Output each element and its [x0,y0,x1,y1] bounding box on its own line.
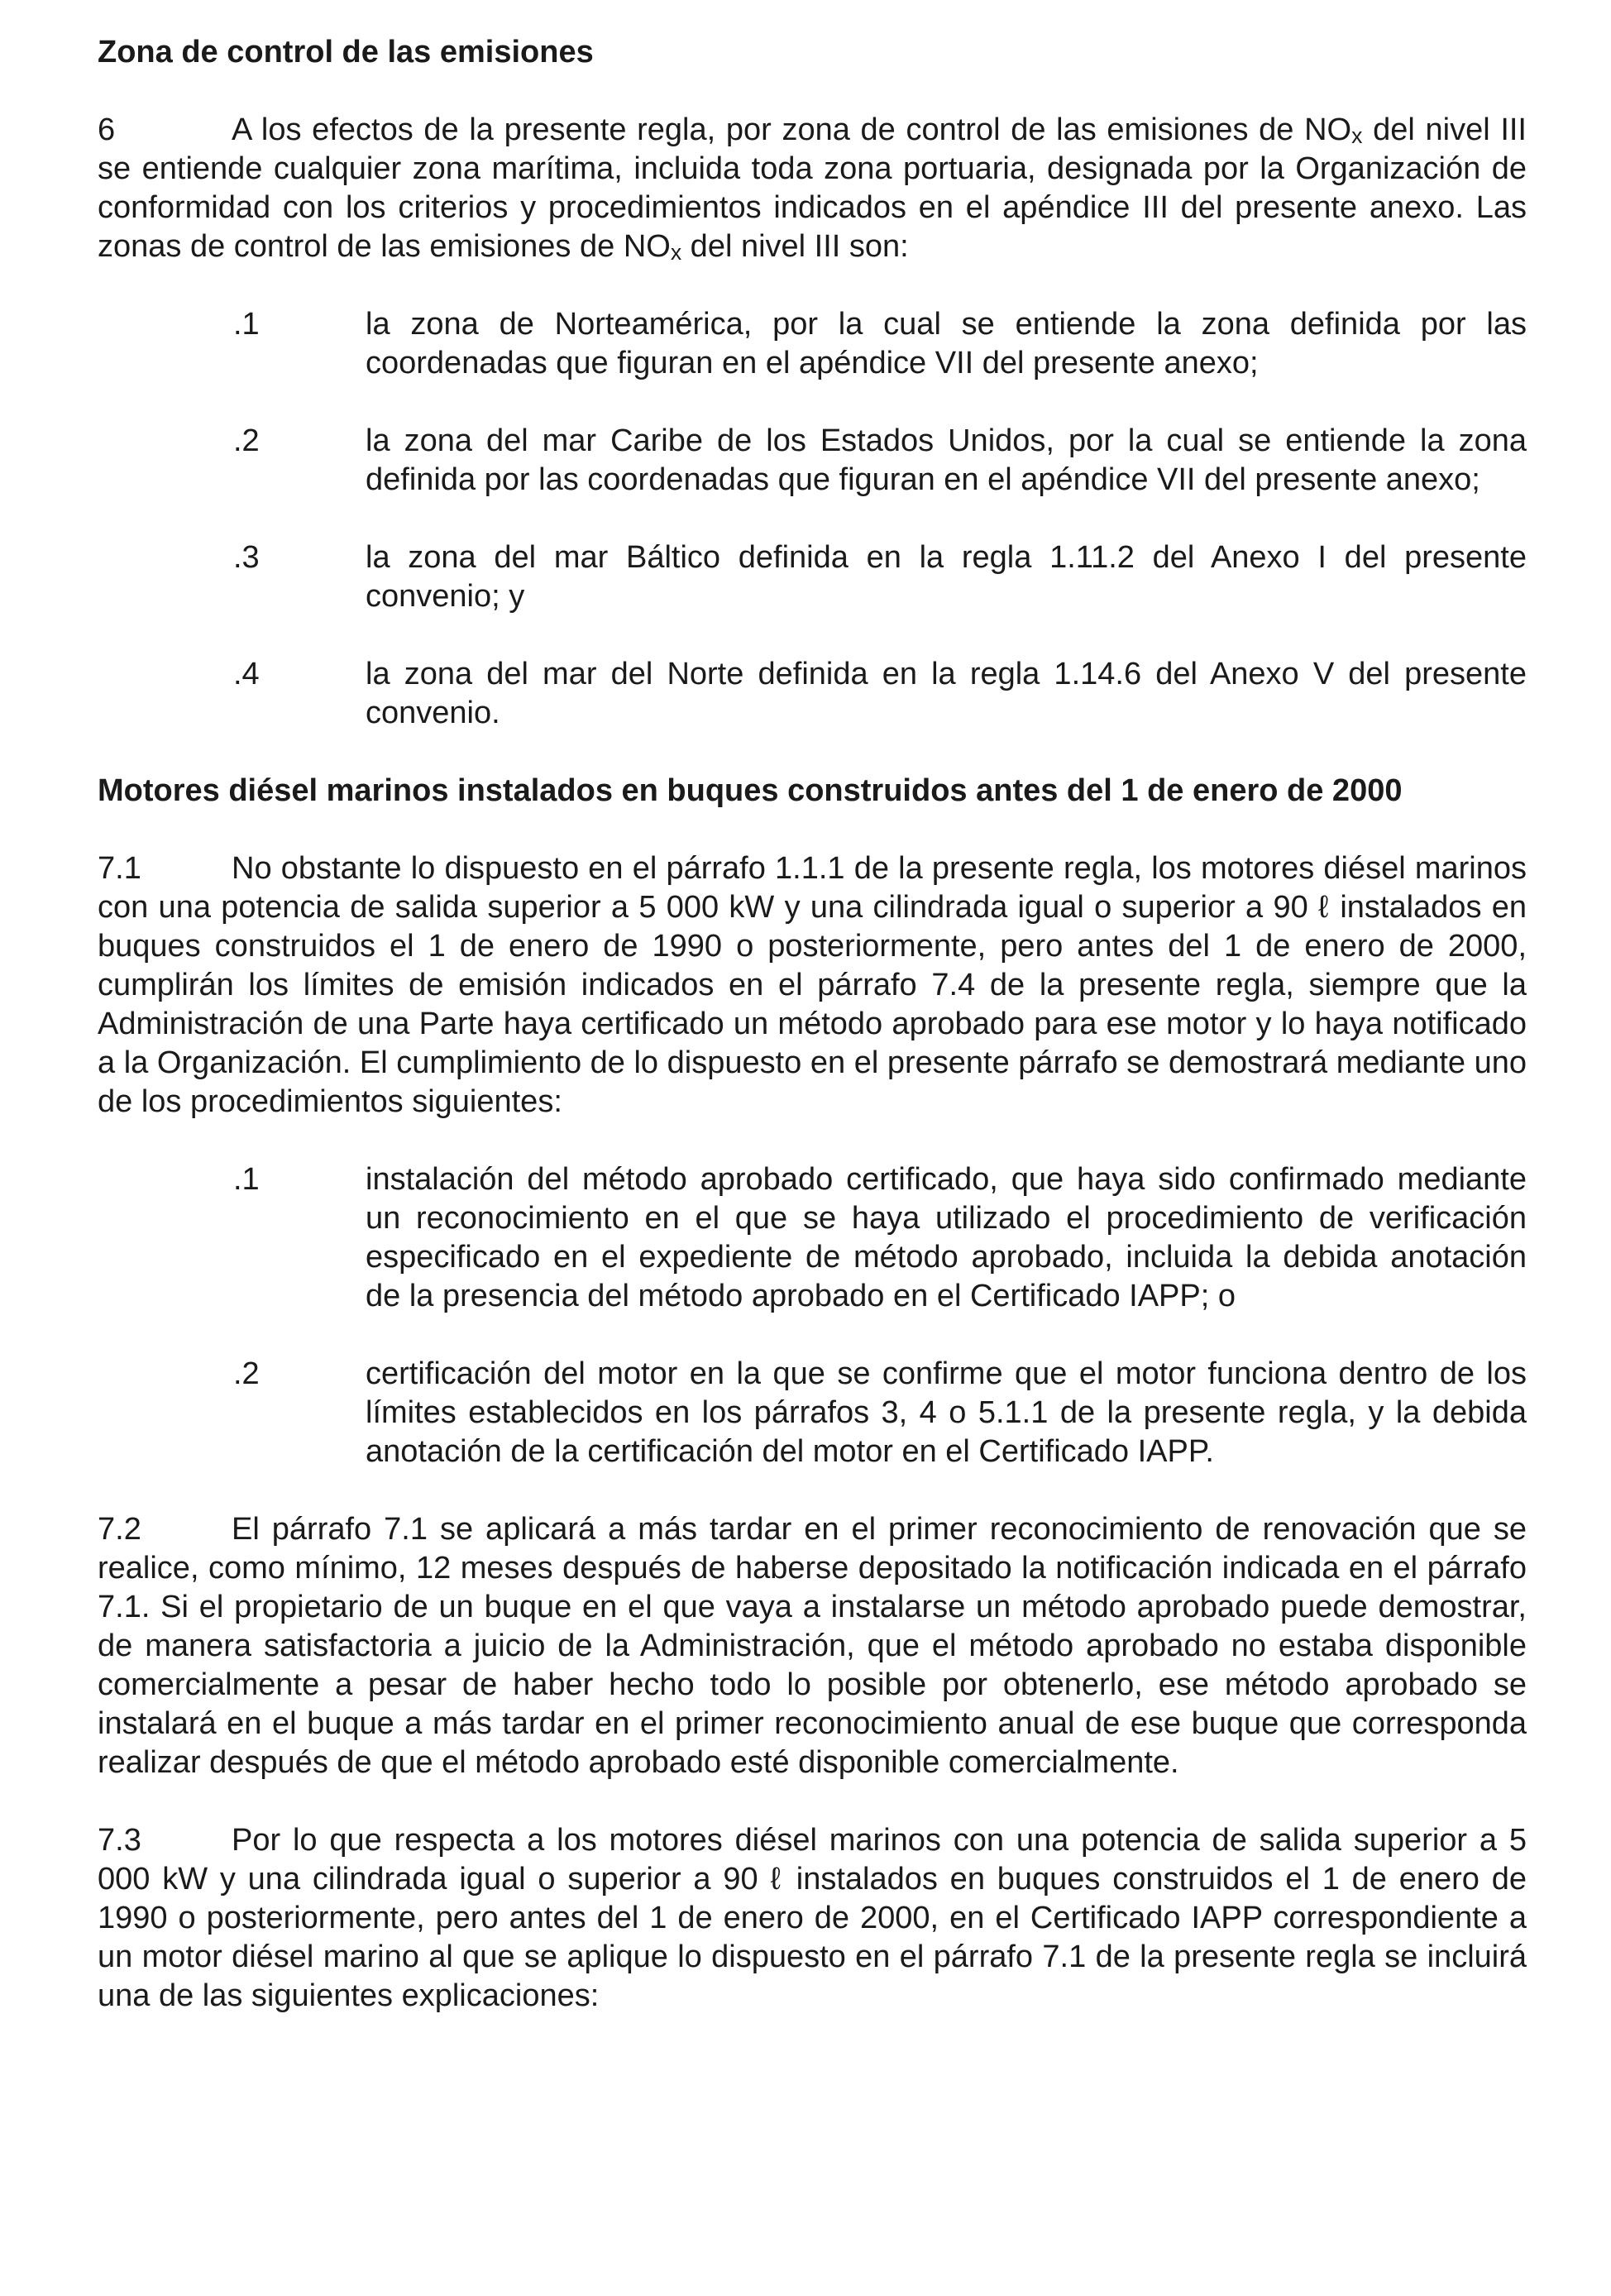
subscript-x: x [1351,122,1363,148]
list-item-number: .1 [233,1162,260,1197]
paragraph-7-3 [98,1821,1527,2016]
list-item-number: .1 [233,307,260,342]
list-item-text: la zona del mar Caribe de los Estados Unidos, por la cual se entiende la zona definida por las coordenadas que figuran en el apéndice VII del presente anexo; [366,423,1527,497]
paragraph-7-1 [98,849,1527,1122]
subscript-x: x [670,239,682,265]
list-item [233,305,1527,383]
paragraph-text: Por lo que respecta a los motores diésel marinos con una potencia de salida superior a 5 000 kW y una cilindrada igual o superior a 90 ℓ instalados en buques construidos el 1 de enero de 1990 o posteriormente, pero antes del 1 de enero de 2000, en el Certificado IAPP correspondiente a un motor diésel marino al que se aplique lo dispuesto en el párrafo 7.1 de la presente regla se incluirá una de las siguientes explicaciones: [98,1823,1527,2013]
list-item-text: instalación del método aprobado certificado, que haya sido confirmado mediante un reconocimiento en el que se haya utilizado el procedimiento de verificación especificado en el expediente de método aprobado, incluida la debida anotación de la presencia del método aprobado en el Certificado IAPP; o [366,1162,1527,1313]
list-item-text: la zona del mar del Norte definida en la regla 1.14.6 del Anexo V del presente convenio. [366,657,1527,730]
section-heading-emission-control-zone: Zona de control de las emisiones [98,35,594,69]
list-item-text: la zona del mar Báltico definida en la regla 1.11.2 del Anexo I del presente convenio; y [366,540,1527,614]
list-item [233,655,1527,733]
paragraph-number: 6 [98,112,116,147]
list-item [233,1355,1527,1471]
paragraph-text-part-b: del nivel III se entiende cualquier zona marítima, incluida toda zona portuaria, designada por la Organización de conformidad con los criterios y procedimientos indicados en el apéndice III del presente anexo. Las zonas de control de las emisiones de NO [98,112,1527,264]
paragraph-number: 7.3 [98,1823,141,1858]
list-item [233,1160,1527,1316]
section-heading-diesel-engines: Motores diésel marinos instalados en buques construidos antes del 1 de enero de 2000 [98,773,1403,808]
paragraph-text: El párrafo 7.1 se aplicará a más tardar en el primer reconocimiento de renovación que se realice, como mínimo, 12 meses después de haberse depositado la notificación indicada en el párrafo 7.1. Si el propietario de un buque en el que vaya a instalarse un método aprobado puede demostrar, de manera satisfactoria a juicio de la Administración, que el método aprobado no estaba disponible comercialmente a pesar de haber hecho todo lo posible por obtenerlo, ese método aprobado se instalará en el buque a más tardar en el primer reconocimiento anual de ese buque que corresponda realizar después de que el método aprobado esté disponible comercialmente. [98,1512,1527,1780]
paragraph-text: No obstante lo dispuesto en el párrafo 1.1.1 de la presente regla, los motores diésel marinos con una potencia de salida superior a 5 000 kW y una cilindrada igual o superior a 90 ℓ instalados en buques construidos el 1 de enero de 1990 o posteriormente, pero antes del 1 de enero de 2000, cumplirán los límites de emisión indicados en el párrafo 7.4 de la presente regla, siempre que la Administración de una Parte haya certificado un método aprobado para ese motor y lo haya notificado a la Organización. El cumplimiento de lo dispuesto en el presente párrafo se demostrará mediante uno de los procedimientos siguientes: [98,851,1527,1119]
list-item-number: .3 [233,540,260,575]
list-item-text: la zona de Norteamérica, por la cual se entiende la zona definida por las coordenadas que figuran en el apéndice VII del presente anexo; [366,307,1527,380]
paragraph-number: 7.1 [98,851,141,886]
list-item [233,538,1527,616]
list-item [233,422,1527,500]
list-item-number: .2 [233,1356,260,1391]
list-item-number: .4 [233,657,260,691]
paragraph-6 [98,111,1527,266]
list-item-text: certificación del motor en la que se confirme que el motor funciona dentro de los límites establecidos en los párrafos 3, 4 o 5.1.1 de la presente regla, y la debida anotación de la certificación del motor en el Certificado IAPP. [366,1356,1527,1469]
document-page [98,33,1527,2016]
list-item-number: .2 [233,423,260,458]
paragraph-number: 7.2 [98,1512,141,1547]
paragraph-7-2 [98,1510,1527,1782]
paragraph-text-part-a: A los efectos de la presente regla, por zona de control de las emisiones de NO [232,112,1352,147]
paragraph-text-part-c: del nivel III son: [681,229,909,264]
